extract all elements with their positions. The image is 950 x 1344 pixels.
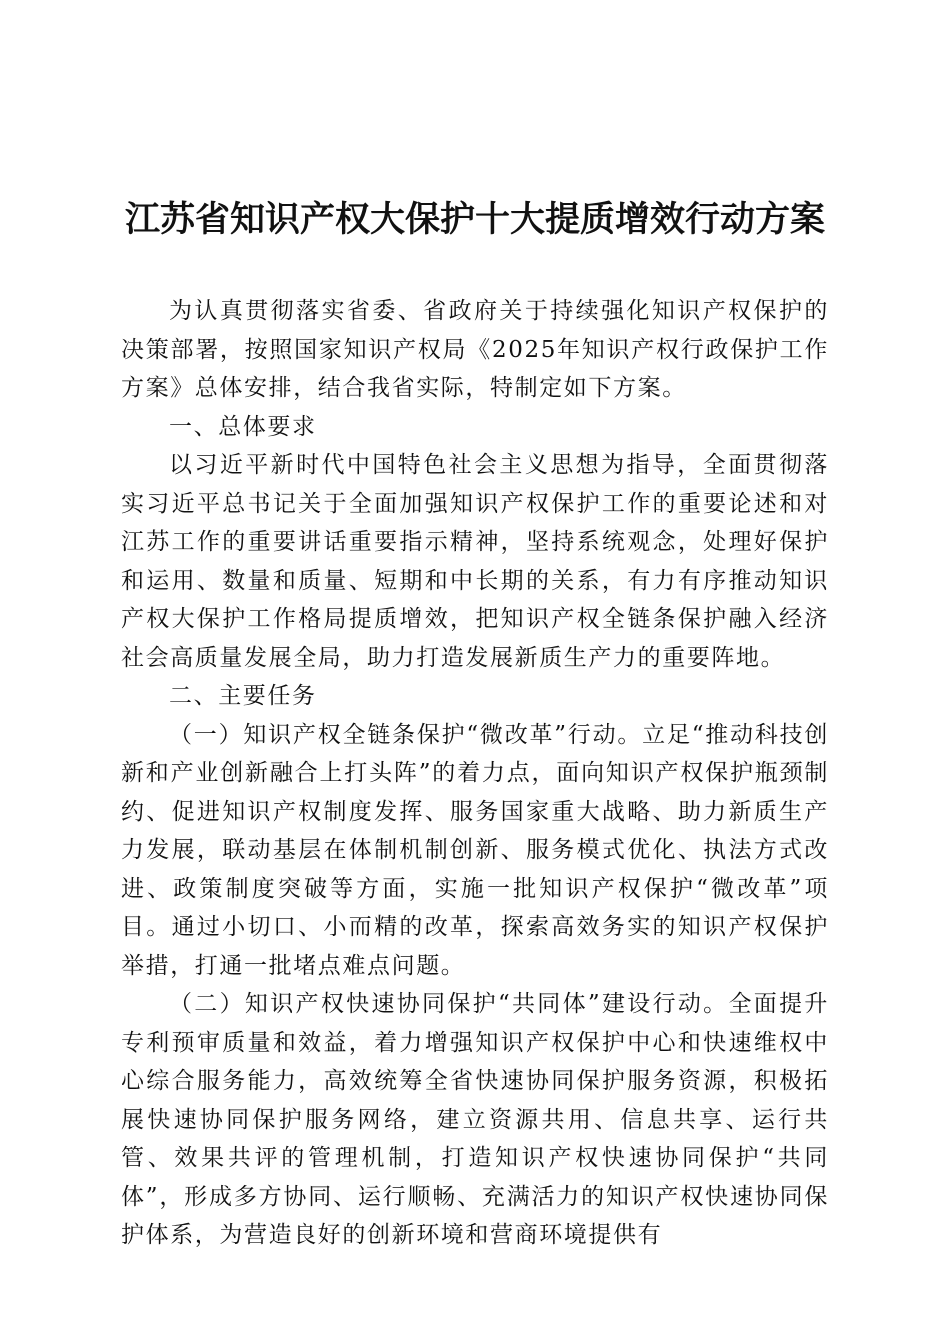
section-heading-general-requirements: 一、总体要求 [169, 413, 317, 440]
document-title: 江苏省知识产权大保护十大提质增效行动方案 [124, 199, 825, 240]
general-requirements-paragraph: 以习近平新时代中国特色社会主义思想为指导，全面贯彻落实习近平总书记关于全面加强知识产权保护工作的重要论述和对江苏工作的重要讲话重要指示精神，坚持系统观念，处理好保护和运用、数量和质量、短期和中长期的关系，有力有序推动知识产权大保护工作格局提质增效，把知识产权全链条保护融入经济社会高质量发展全局，助力打造发展新质生产力的重要阵地。 [121, 452, 829, 671]
task-1-paragraph: （一）知识产权全链条保护“微改革”行动。立足“推动科技创新和产业创新融合上打头阵”的着力点，面向知识产权保护瓶颈制约、促进知识产权制度发挥、服务国家重大战略、助力新质生产力发展，联动基层在体制机制创新、服务模式优化、执法方式改进、政策制度突破等方面，实施一批知识产权保护“微改革”项目。通过小切口、小而精的改革，探索高效务实的知识产权保护举措，打通一批堵点难点问题。 [121, 721, 829, 979]
intro-paragraph: 为认真贯彻落实省委、省政府关于持续强化知识产权保护的决策部署，按照国家知识产权局《2025年知识产权行政保护工作方案》总体安排，结合我省实际，特制定如下方案。 [121, 298, 829, 401]
document-body [121, 292, 829, 1255]
task-2-paragraph: （二）知识产权快速协同保护“共同体”建设行动。全面提升专利预审质量和效益，着力增强知识产权保护中心和快速维权中心综合服务能力，高效统筹全省快速协同保护服务资源，积极拓展快速协同保护服务网络，建立资源共用、信息共享、运行共管、效果共评的管理机制，打造知识产权快速协同保护“共同体”，形成多方协同、运行顺畅、充满活力的知识产权快速协同保护体系，为营造良好的创新环境和营商环境提供有 [121, 991, 829, 1248]
section-heading-main-tasks: 二、主要任务 [169, 683, 317, 709]
